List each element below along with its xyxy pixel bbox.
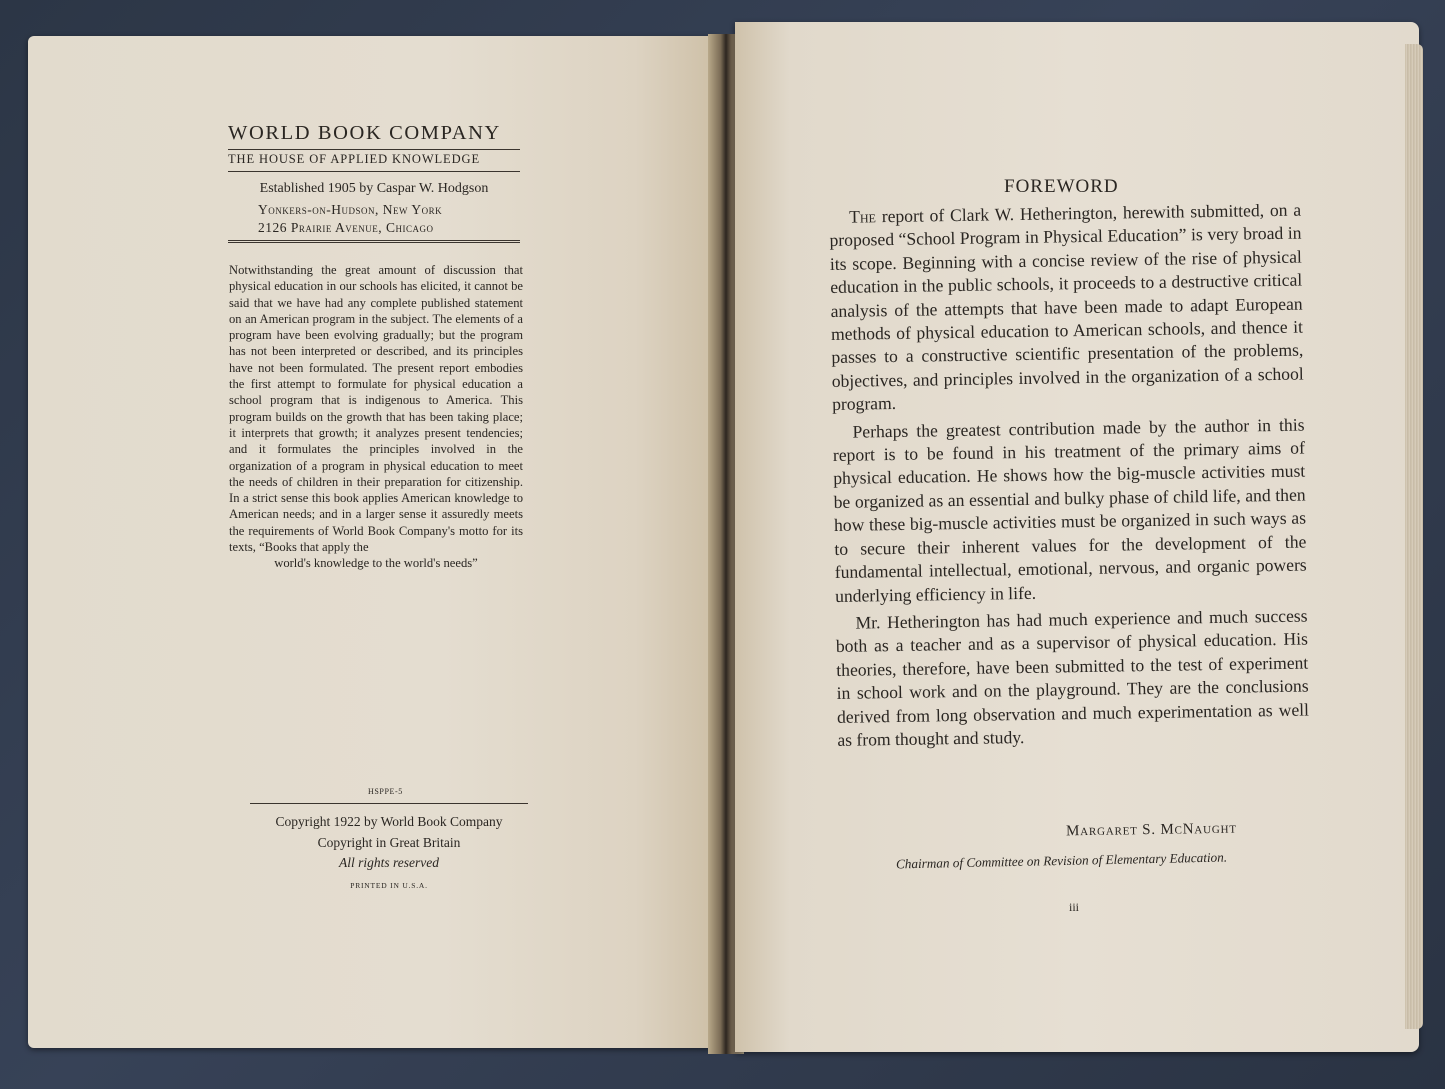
company-name: WORLD BOOK COMPANY <box>228 122 501 144</box>
copyright-line-1: Copyright 1922 by World Book Company <box>275 814 503 829</box>
copyright-block <box>248 812 530 896</box>
book-code: HSPPE-5 <box>368 787 403 796</box>
rights-reserved: All rights reserved <box>339 855 439 870</box>
company-tagline: THE HOUSE OF APPLIED KNOWLEDGE <box>228 152 480 166</box>
address-chicago: 2126 Prairie Avenue, Chicago <box>258 220 434 235</box>
foreword-paragraph-3: Mr. Hetherington has had much experience and much success both as a teacher and as a supervisor of physical education. His theories, therefore, have been submitted to the test of experiment in school work and on the playground. They are the conclusions derived from long observation and much experimentation as well as from thought and study. <box>835 605 1310 750</box>
copyright-line-2: Copyright in Great Britain <box>317 834 461 850</box>
page-number: iii <box>1069 900 1080 914</box>
page-edges <box>1405 44 1423 1029</box>
imprint-rule-bottom <box>228 240 520 243</box>
imprint-rule-top <box>228 149 520 150</box>
copyright-rule <box>250 803 528 804</box>
foreword-paragraph-2: Perhaps the greatest contribution made by the author in this report is to be found in his treatment of the primary aims of physical education. He shows how the big-muscle activities must be organized as an essential and bulky phase of child life, and then how these big-muscle activities must be organized in such ways as to secure their inherent values for the development of the fundamental intellectual, emotional, nervous, and organic powers underlying efficiency in life. <box>832 414 1307 606</box>
publisher-imprint <box>228 122 520 247</box>
signature-title: Chairman of Committee on Revision of Elementary Education. <box>895 849 1228 872</box>
imprint-rule-middle <box>228 171 520 172</box>
blurb-last-line: world's knowledge to the world's needs” <box>274 556 478 571</box>
address-yonkers: Yonkers-on-Hudson, New York <box>258 202 443 217</box>
foreword-paragraph-1-text: report of Clark W. Hetherington, herewith submitted, on a proposed “School Program in Physical Education” is very broad in its scope. Beginning with a concise review of the rise of physical education in the public schools, it proceeds to a destructive critical analysis of the attempts that have been made to adapt European methods of physical education to American schools, and thence it passes to a constructive scientific presentation of the problems, objectives, and principles involved in the organization of a school program. <box>829 199 1304 415</box>
publisher-blurb <box>229 262 523 572</box>
foreword-paragraph-1 <box>829 199 1304 417</box>
foreword-lead-word: The <box>849 206 877 227</box>
established-line: Established 1905 by Caspar W. Hodgson <box>259 181 489 196</box>
printed-in: PRINTED IN U.S.A. <box>350 880 428 890</box>
foreword-title: FOREWORD <box>1004 176 1119 197</box>
blurb-text: Notwithstanding the great amount of discussion that physical education in our schools has elicited, it cannot be said that we have had any complete published statement on an American program in the subject. The elements of a program have been evolving gradually; but the program has not been interpreted or described, and its principles have not been formulated. The present report embodies the first attempt to formulate for physical education a school program that is indigenous to America. This program builds on the growth that has been taking place; it interprets that growth; it analyzes present tendencies; and it formulates the principles involved in the organization of a program in physical education to meet the needs of children in their preparation for citizenship. In a strict sense this book applies American knowledge to American needs; and in a larger sense it assuredly meets the requirements of World Book Company's motto for its texts, “Books that apply the <box>229 263 523 555</box>
signature-name: Margaret S. McNaught <box>1065 820 1237 840</box>
foreword-body <box>829 199 1310 757</box>
